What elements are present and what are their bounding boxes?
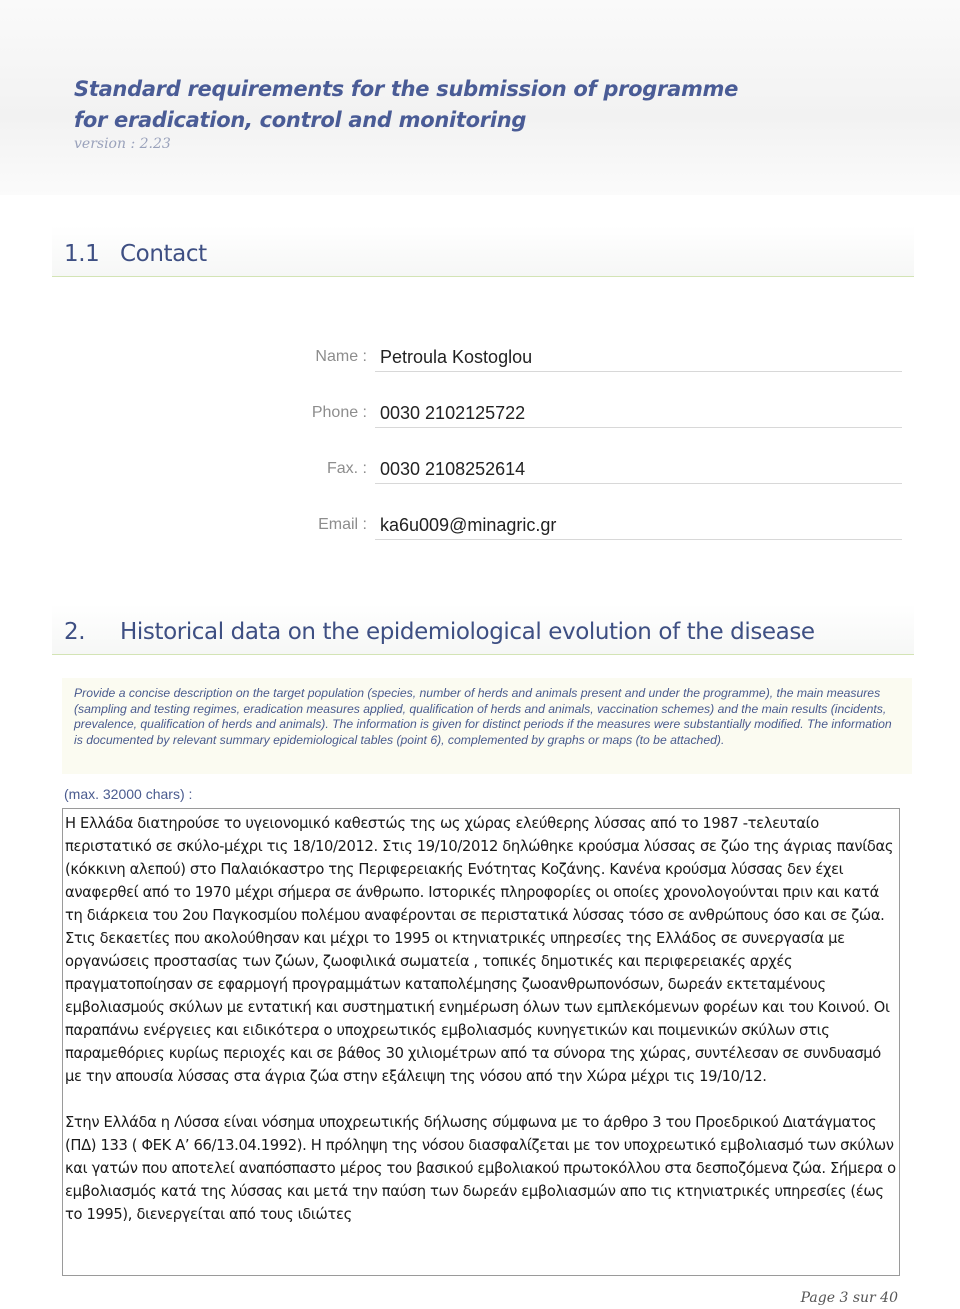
name-field[interactable]: Petroula Kostoglou — [380, 347, 533, 367]
page-number: Page 3 sur 40 — [800, 1290, 898, 1306]
field-underline — [375, 483, 902, 484]
section-heading-historical-data — [52, 604, 914, 655]
phone-label: Phone : — [311, 404, 367, 421]
max-chars-note: (max. 32000 chars) : — [64, 786, 193, 802]
fax-label: Fax. : — [326, 460, 367, 477]
document-title-line-2: for eradication, control and monitoring — [74, 108, 527, 132]
phone-field[interactable]: 0030 2102125722 — [380, 403, 526, 423]
section-title: Contact — [120, 241, 207, 267]
contact-phone-row — [230, 398, 902, 428]
contact-email-row — [230, 510, 902, 540]
name-label: Name : — [315, 348, 367, 365]
answer-paragraph-1: Η Ελλάδα διατηρούσε το υγειονομικό καθεστώς της ως χώρας ελεύθερης λύσσας από το 1987 -τελευταίο περιστατικό σε σκύλο-μέχρι τις 18/10/2012. Στις 19/10/2012 δηλώθηκε κρούσμα λύσσας σε ζώο της άγριας πανίδας (κόκκινη αλεπού) στο Παλαιόκαστρο της Περιφερειακής Ενότητας Κοζάνης. Κανένα κρούσμα λύσσας δεν έχει αναφερθεί από το 1970 μέχρι σήμερα σε άνθρωπο. Ιστορικές πληροφορίες οι οποίες χρονολογούνται πριν και κατά τη διάρκεια του 2ου Παγκοσμίου πολέμου αναφέρονται σε περιστατικά λύσσας τόσο σε ανθρώπους όσο και σε ζώα. Στις δεκαετίες που ακολούθησαν και μέχρι το 1995 οι κτηνιατρικές υπηρεσίες της Ελλάδος σε συνεργασία με οργανώσεις προστασίας των ζώων, ζωοφιλικά σωματεία , τοπικές δημοτικές και περιφερειακές αρχές πραγματοποίησαν σε εφαρμογή προγραμμάτων καταπολέμησης ζωοανθρωπονόσων, δωρεάν εκτεταμένους εμβολιασμούς σκύλων με εντατική και συστηματική ενημέρωση όλων των εμπλεκόμενων φορέων και του Κοινού. Οι παραπάνω ενέργειες και ειδικότερα ο υποχρεωτικός εμβολιασμός κυνηγετικών και ποιμενικών σκύλων στις παραμεθόριες κυρίως περιοχές και σε βάθος 30 χιλιομέτρων από τα σύνορα της χώρας, συντέλεσαν σε συνδυασμό με την απουσία λύσσας στα άγρια ζώα στην εξάλειψη της νόσου από την Χώρα μέχρι τις 19/10/12. — [65, 815, 894, 1085]
field-underline — [375, 371, 902, 372]
field-underline — [375, 427, 902, 428]
section-number: 2. — [64, 619, 86, 645]
section-number: 1.1 — [64, 241, 100, 267]
contact-fax-row — [230, 454, 902, 484]
answer-paragraph-2: Στην Ελλάδα η Λύσσα είναι νόσημα υποχρεωτικής δήλωσης σύμφωνα με το άρθρο 3 του Προεδρικού Διατάγματος (ΠΔ) 133 ( ΦΕΚ Α’ 66/13.04.1992). Η πρόληψη της νόσου διασφαλίζεται με τον υποχρεωτικό εμβολιασμό των σκύλων και γατών που αποτελεί αναπόσπαστο μέρος του βασικού εμβολιακού πρωτοκόλλου στα δεσποζόμενα ζώα. Σήμερα ο εμβολιασμός κατά της λύσσας και μετά την παύση των δωρεάν εμβολιασμών απο τις κτηνιατρικές υπηρεσίες (έως το 1995), διενεργείται από τους ιδιώτες — [65, 1114, 896, 1223]
email-field[interactable]: ka6u009@minagric.gr — [380, 515, 557, 535]
document-version: version : 2.23 — [74, 136, 171, 152]
email-label: Email : — [318, 516, 367, 533]
field-underline — [375, 539, 902, 540]
contact-name-row — [230, 342, 902, 372]
document-title — [74, 74, 774, 136]
section-heading-contact — [52, 226, 914, 277]
section-title: Historical data on the epidemiological evolution of the disease — [120, 619, 815, 645]
fax-field[interactable]: 0030 2108252614 — [380, 459, 526, 479]
document-title-line-1: Standard requirements for the submission of programme — [74, 77, 739, 101]
section-instructions: Provide a concise description on the target population (species, number of herds and animals present and under the programme), the main measures (sampling and testing regimes, eradication measures applied, qualification of herds and animals, vaccination schemes) and the main results (incidents, prevalence, qualification of herds and animals). The information is given for distinct periods if the measures were substantially modified. The information is documented by relevant summary epidemiological tables (point 6), complemented by graphs or maps (to be attached). — [62, 678, 912, 774]
historical-data-textarea[interactable] — [62, 808, 900, 1276]
